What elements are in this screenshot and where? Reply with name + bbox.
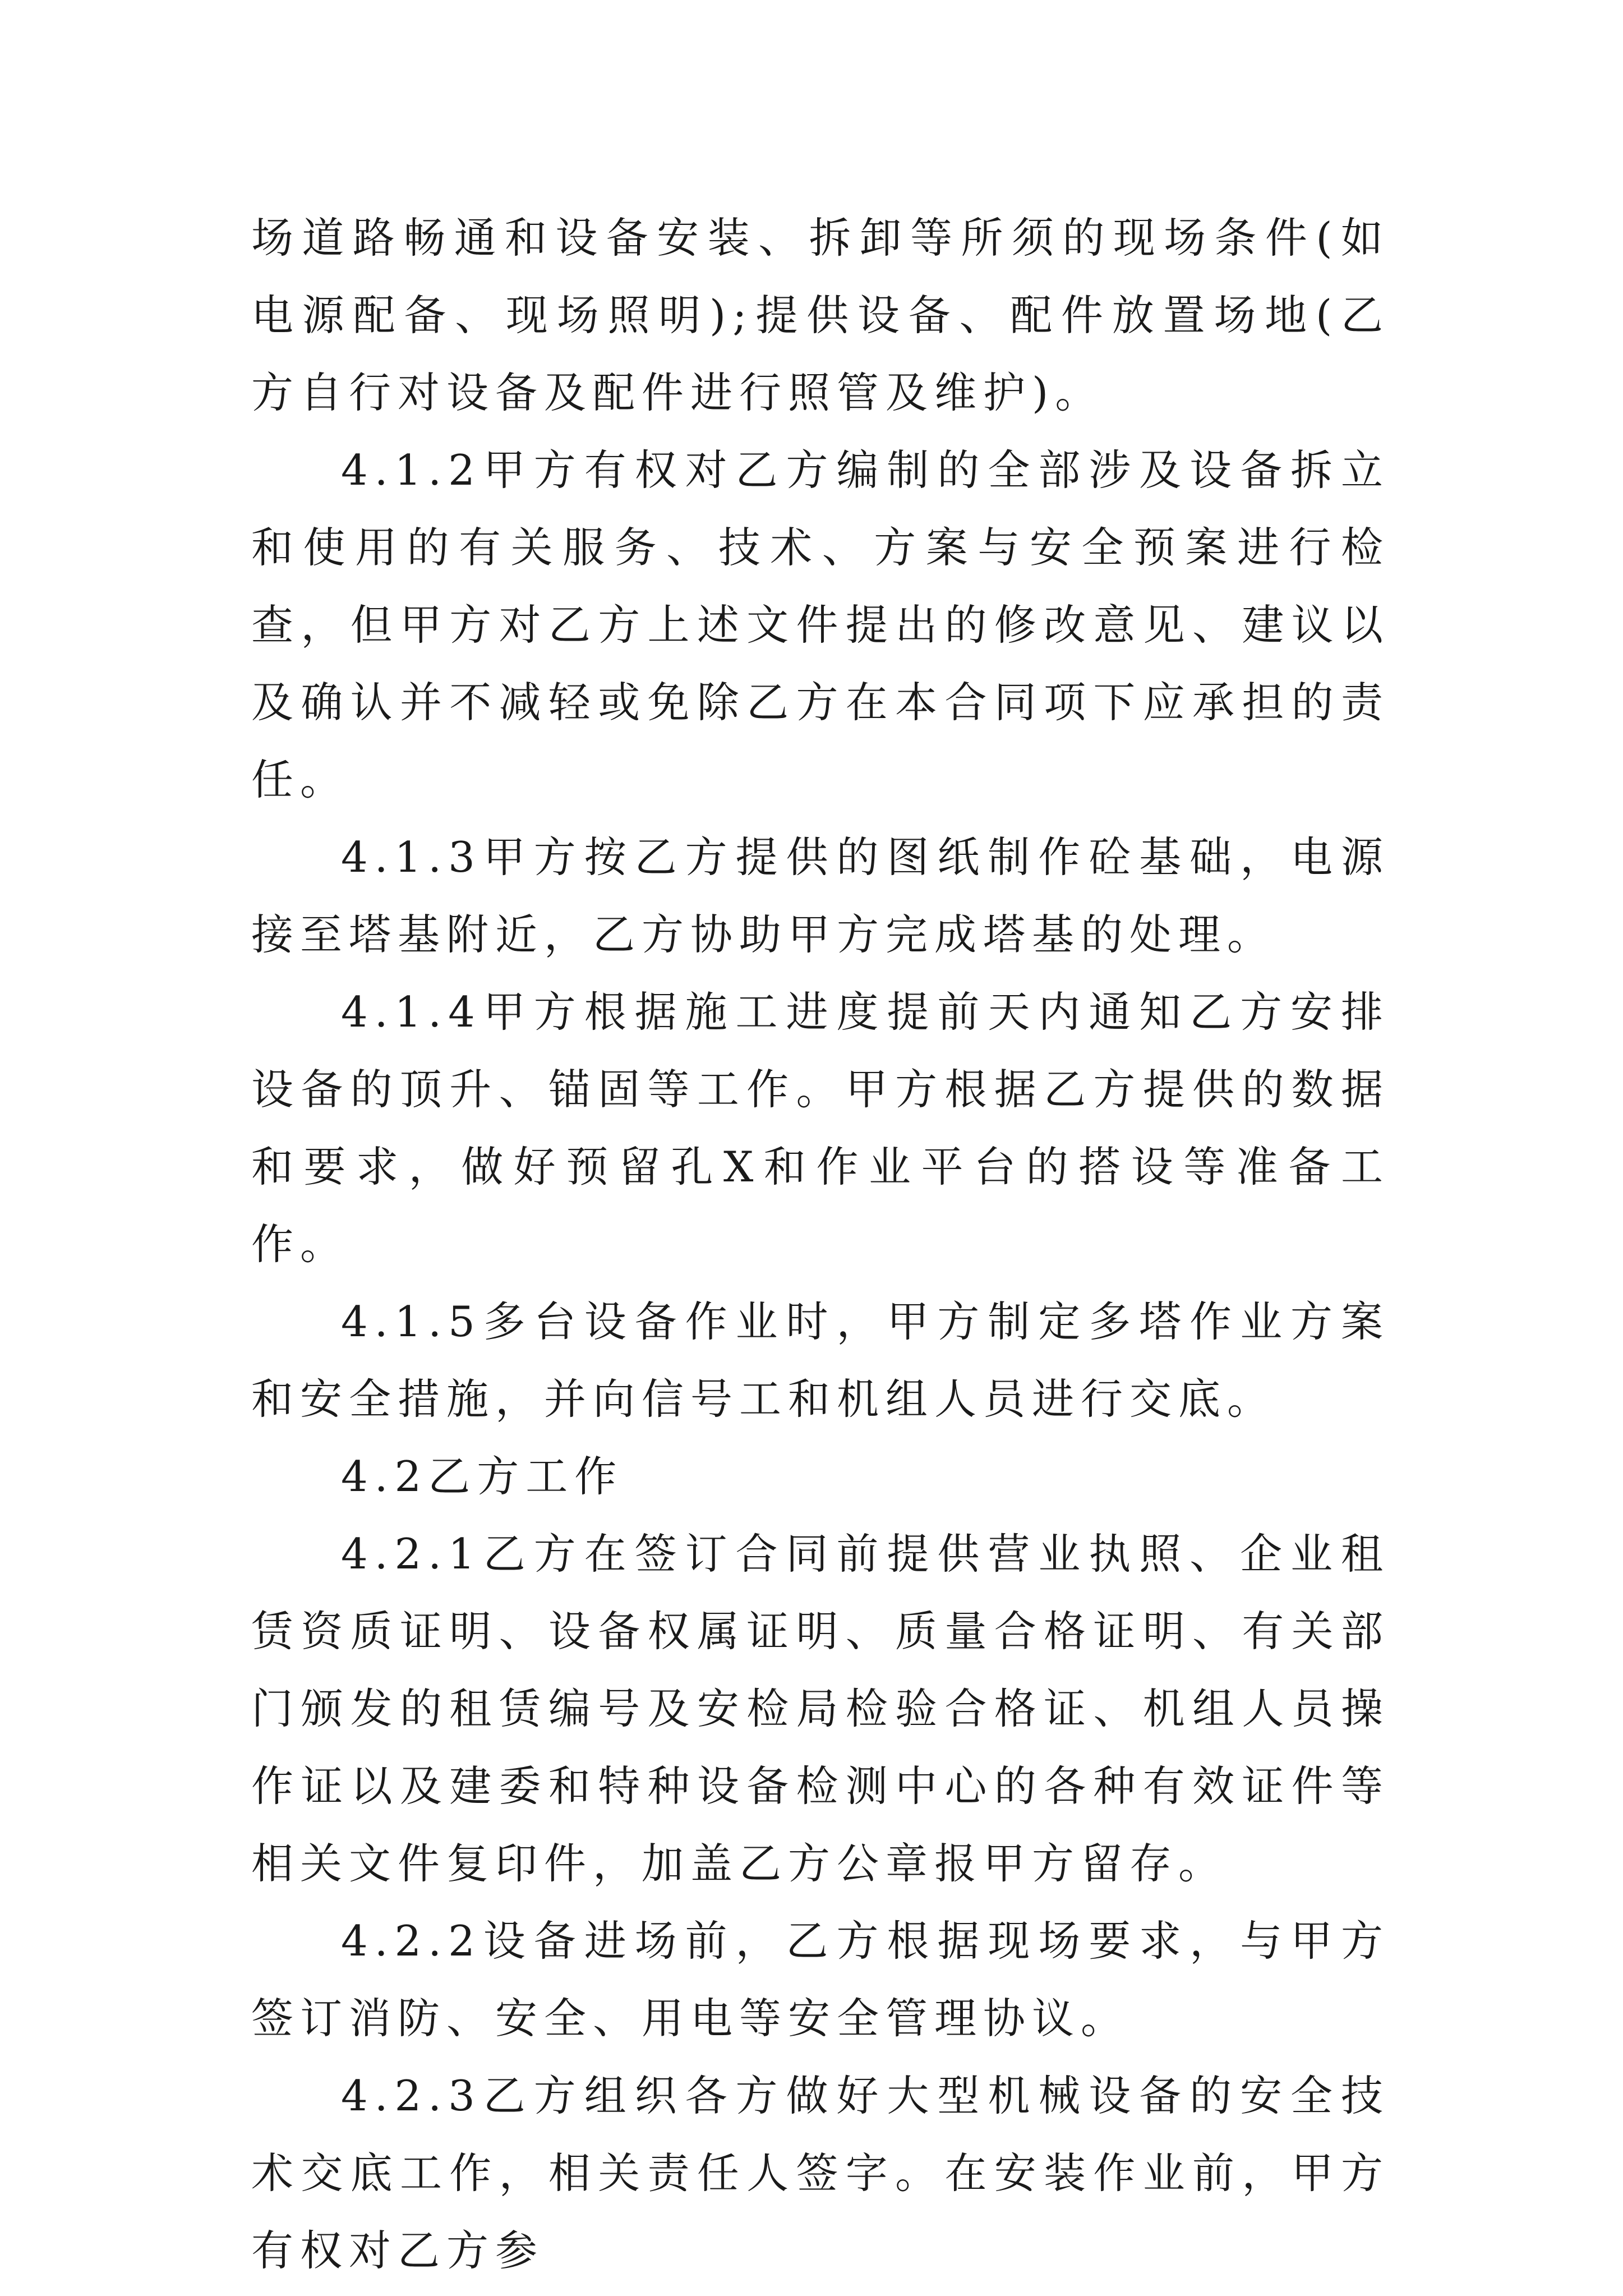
paragraph-4-1-3: 4.1.3甲方按乙方提供的图纸制作砼基础，电源接至塔基附近，乙方协助甲方完成塔基的处理。: [251, 832, 1390, 959]
document-body: [251, 199, 1390, 2289]
paragraph-continuation: 场道路畅通和设备安装、拆卸等所须的现场条件(如电源配备、现场照明);提供设备、配件放置场地(乙方自行对设备及配件进行照管及维护)。: [251, 213, 1390, 417]
paragraph-4-2-1: 4.2.1乙方在签订合同前提供营业执照、企业租赁资质证明、设备权属证明、质量合格证明、有关部门颁发的租赁编号及安检局检验合格证、机组人员操作证以及建委和特种设备检测中心的各种有效证件等相关文件复印件，加盖乙方公章报甲方留存。: [251, 1529, 1390, 1888]
paragraph-4-1-4: 4.1.4甲方根据施工进度提前天内通知乙方安排设备的顶升、锚固等工作。甲方根据乙方提供的数据和要求，做好预留孔X和作业平台的搭设等准备工作。: [251, 987, 1390, 1269]
paragraph-4-1-2: 4.1.2甲方有权对乙方编制的全部涉及设备拆立和使用的有关服务、技术、方案与安全预案进行检查，但甲方对乙方上述文件提出的修改意见、建议以及确认并不减轻或免除乙方在本合同项下应承担的责任。: [251, 445, 1390, 804]
paragraph-4-2-3: 4.2.3乙方组织各方做好大型机械设备的安全技术交底工作，相关责任人签字。在安装作业前，甲方有权对乙方参: [251, 2071, 1390, 2275]
paragraph-4-1-5: 4.1.5多台设备作业时，甲方制定多塔作业方案和安全措施，并向信号工和机组人员进行交底。: [251, 1297, 1390, 1424]
section-heading-4-2: 4.2乙方工作: [341, 1452, 624, 1501]
paragraph-4-2-2: 4.2.2设备进场前，乙方根据现场要求，与甲方签订消防、安全、用电等安全管理协议。: [251, 1916, 1390, 2043]
